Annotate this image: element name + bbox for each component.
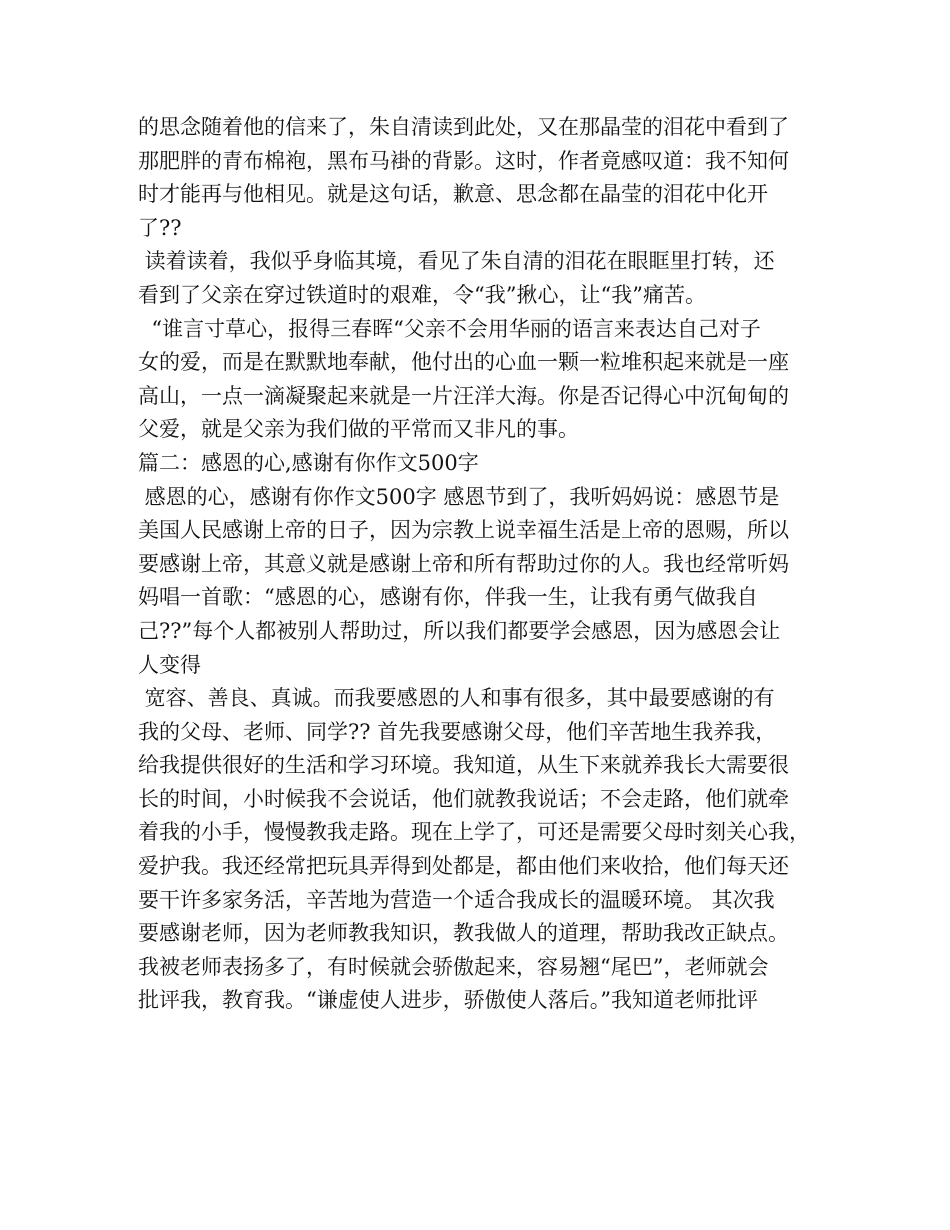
text-line: 长的时间，小时候我不会说话，他们就教我说话；不会走路，他们就牵: [138, 786, 789, 811]
essay-text: [138, 111, 838, 1018]
text-line: 我的父母、老师、同学?? 首先我要感谢父母，他们辛苦地生我养我，: [138, 719, 777, 744]
text-line: 己??”每个人都被别人帮助过，所以我们都要学会感恩，因为感恩会让: [138, 618, 781, 643]
text-line: 给我提供很好的生活和学习环境。我知道，从生下来就养我长大需要很: [138, 753, 789, 778]
text-line: 的思念随着他的信来了，朱自清读到此处，又在那晶莹的泪花中看到了: [138, 115, 789, 139]
text-line: 美国人民感谢上帝的日子，因为宗教上说幸福生活是上帝的恩赐，所以: [138, 518, 789, 543]
text-line: 要感谢上帝，其意义就是感谢上帝和所有帮助过你的人。我也经常听妈: [138, 551, 789, 576]
section-heading: 篇二：感恩的心,感谢有你作文500字: [138, 450, 479, 475]
text-line: 看到了父亲在穿过铁道时的艰难，令“我”揪心，让“我”痛苦。: [138, 282, 706, 307]
text-line: 批评我，教育我。“谦虚使人进步，骄傲使人落后。”我知道老师批评: [138, 988, 758, 1013]
text-line: 感恩的心，感谢有你作文500字 感恩节到了，我听妈妈说：感恩节是: [138, 484, 780, 509]
text-line: 着我的小手，慢慢教我走路。现在上学了，可还是需要父母时刻关心我，: [138, 820, 810, 845]
text-line: “谁言寸草心，报得三春晖“父亲不会用华丽的语言来表达自己对子: [138, 316, 761, 341]
text-line: 要感谢老师，因为老师教我知识，教我做人的道理，帮助我改正缺点。: [138, 921, 789, 946]
text-line: 读着读着，我似乎身临其境，看见了朱自清的泪花在眼眶里打转，还: [138, 249, 775, 274]
text-line: 妈唱一首歌：“感恩的心，感谢有你，伴我一生，让我有勇气做我自: [138, 585, 758, 610]
text-line: 了??: [138, 215, 182, 240]
text-line: 父爱，就是父亲为我们做的平常而又非凡的事。: [138, 417, 579, 442]
text-line: 高山，一点一滴凝聚起来就是一片汪洋大海。你是否记得心中沉甸甸的: [138, 383, 789, 408]
text-line: 我被老师表扬多了，有时候就会骄傲起来，容易翘“尾巴”，老师就会: [138, 954, 769, 979]
text-line: 爱护我。我还经常把玩具弄得到处都是，都由他们来收拾，他们每天还: [138, 854, 789, 879]
text-line: 宽容、善良、真诚。而我要感恩的人和事有很多，其中最要感谢的有: [138, 686, 775, 711]
text-line: 女的爱，而是在默默地奉献，他付出的心血一颗一粒堆积起来就是一座: [138, 350, 789, 375]
text-line: 人变得: [138, 652, 201, 677]
text-line: 时才能再与他相见。就是这句话，歉意、思念都在晶莹的泪花中化开: [138, 182, 768, 207]
text-line: 要干许多家务活，辛苦地为营造一个适合我成长的温暖环境。 其次我: [138, 887, 775, 912]
text-line: 那肥胖的青布棉袍，黑布马褂的背影。这时，作者竟感叹道：我不知何: [138, 148, 789, 173]
